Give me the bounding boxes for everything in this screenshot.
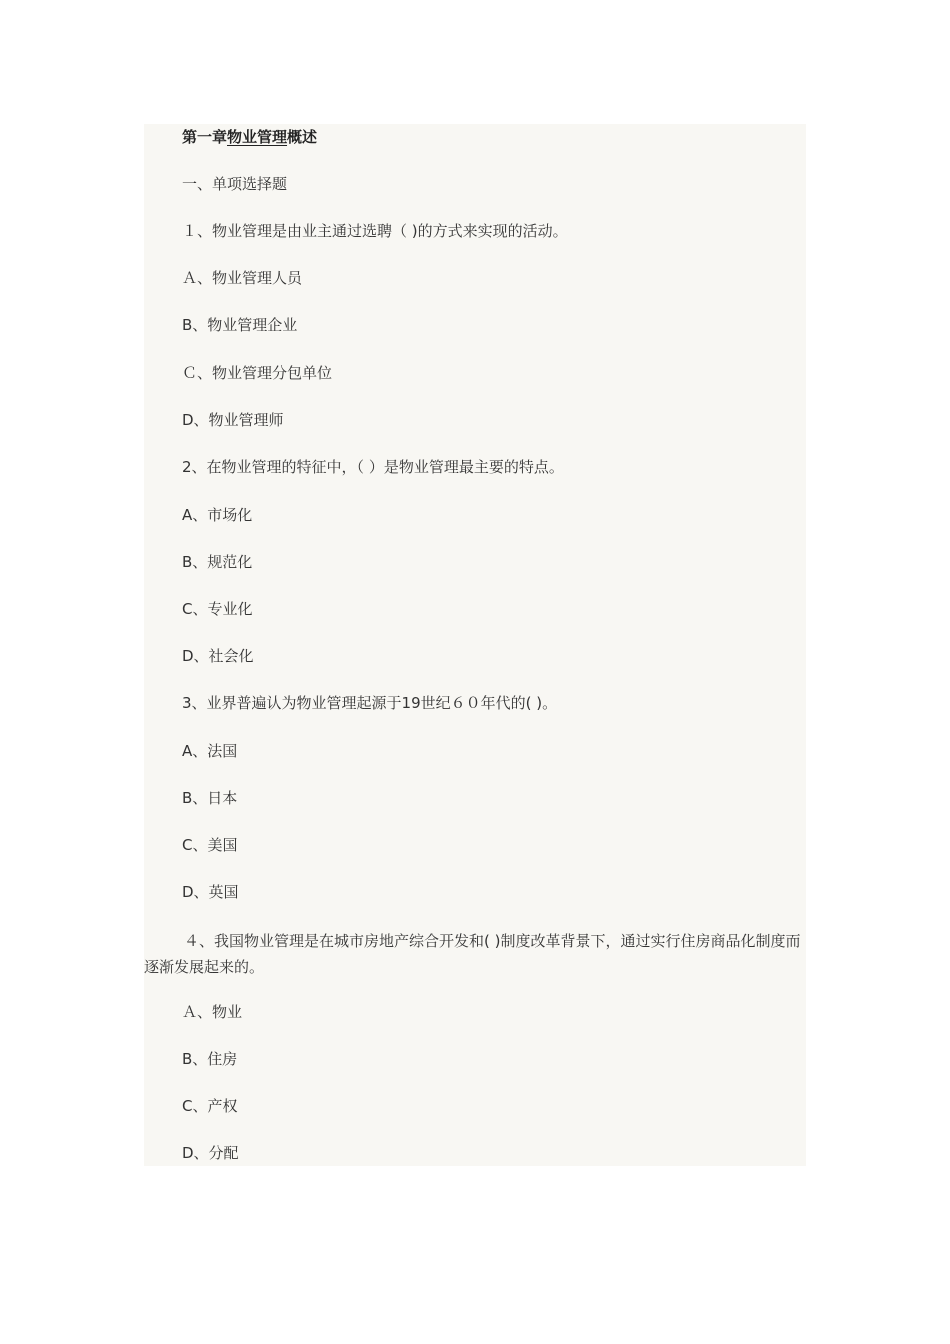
chapter-title [182,125,317,149]
question-3-option-b: B、日本 [182,789,238,807]
question-4-option-b: B、住房 [182,1050,238,1068]
question-4-option-c: C、产权 [182,1097,238,1115]
question-2-option-b: B、规范化 [182,553,253,571]
question-3-stem: 3、业界普遍认为物业管理起源于19世纪６０年代的( )。 [182,694,558,712]
question-1-option-c: Ｃ、物业管理分包单位 [182,364,333,382]
question-3-option-d: D、英国 [182,883,239,901]
question-1-option-a: Ａ、物业管理人员 [182,269,303,287]
question-2-option-a: A、市场化 [182,506,253,524]
question-3-option-a: A、法国 [182,742,238,760]
question-2-stem: 2、在物业管理的特征中，（ ）是物业管理最主要的特点。 [182,458,564,476]
question-4-option-a: Ａ、物业 [182,1003,243,1021]
question-4-stem: ４、我国物业管理是在城市房地产综合开发和( )制度改革背景下，通过实行住房商品化制度而逐渐发展起来的。 [144,932,801,976]
question-2-option-d: D、社会化 [182,647,254,665]
chapter-title-suffix: 概述 [287,128,318,146]
question-4-option-d: D、分配 [182,1144,239,1162]
chapter-title-prefix: 第一章 [182,128,228,146]
question-2-option-c: C、专业化 [182,600,253,618]
section-heading: 一、单项选择题 [182,175,288,193]
chapter-title-underlined: 物业管理 [227,128,288,146]
question-3-option-c: C、美国 [182,836,238,854]
question-1-stem: １、物业管理是由业主通过选聘（ )的方式来实现的活动。 [182,222,568,240]
question-1-option-b: B、物业管理企业 [182,316,298,334]
question-1-option-d: D、物业管理师 [182,411,284,429]
